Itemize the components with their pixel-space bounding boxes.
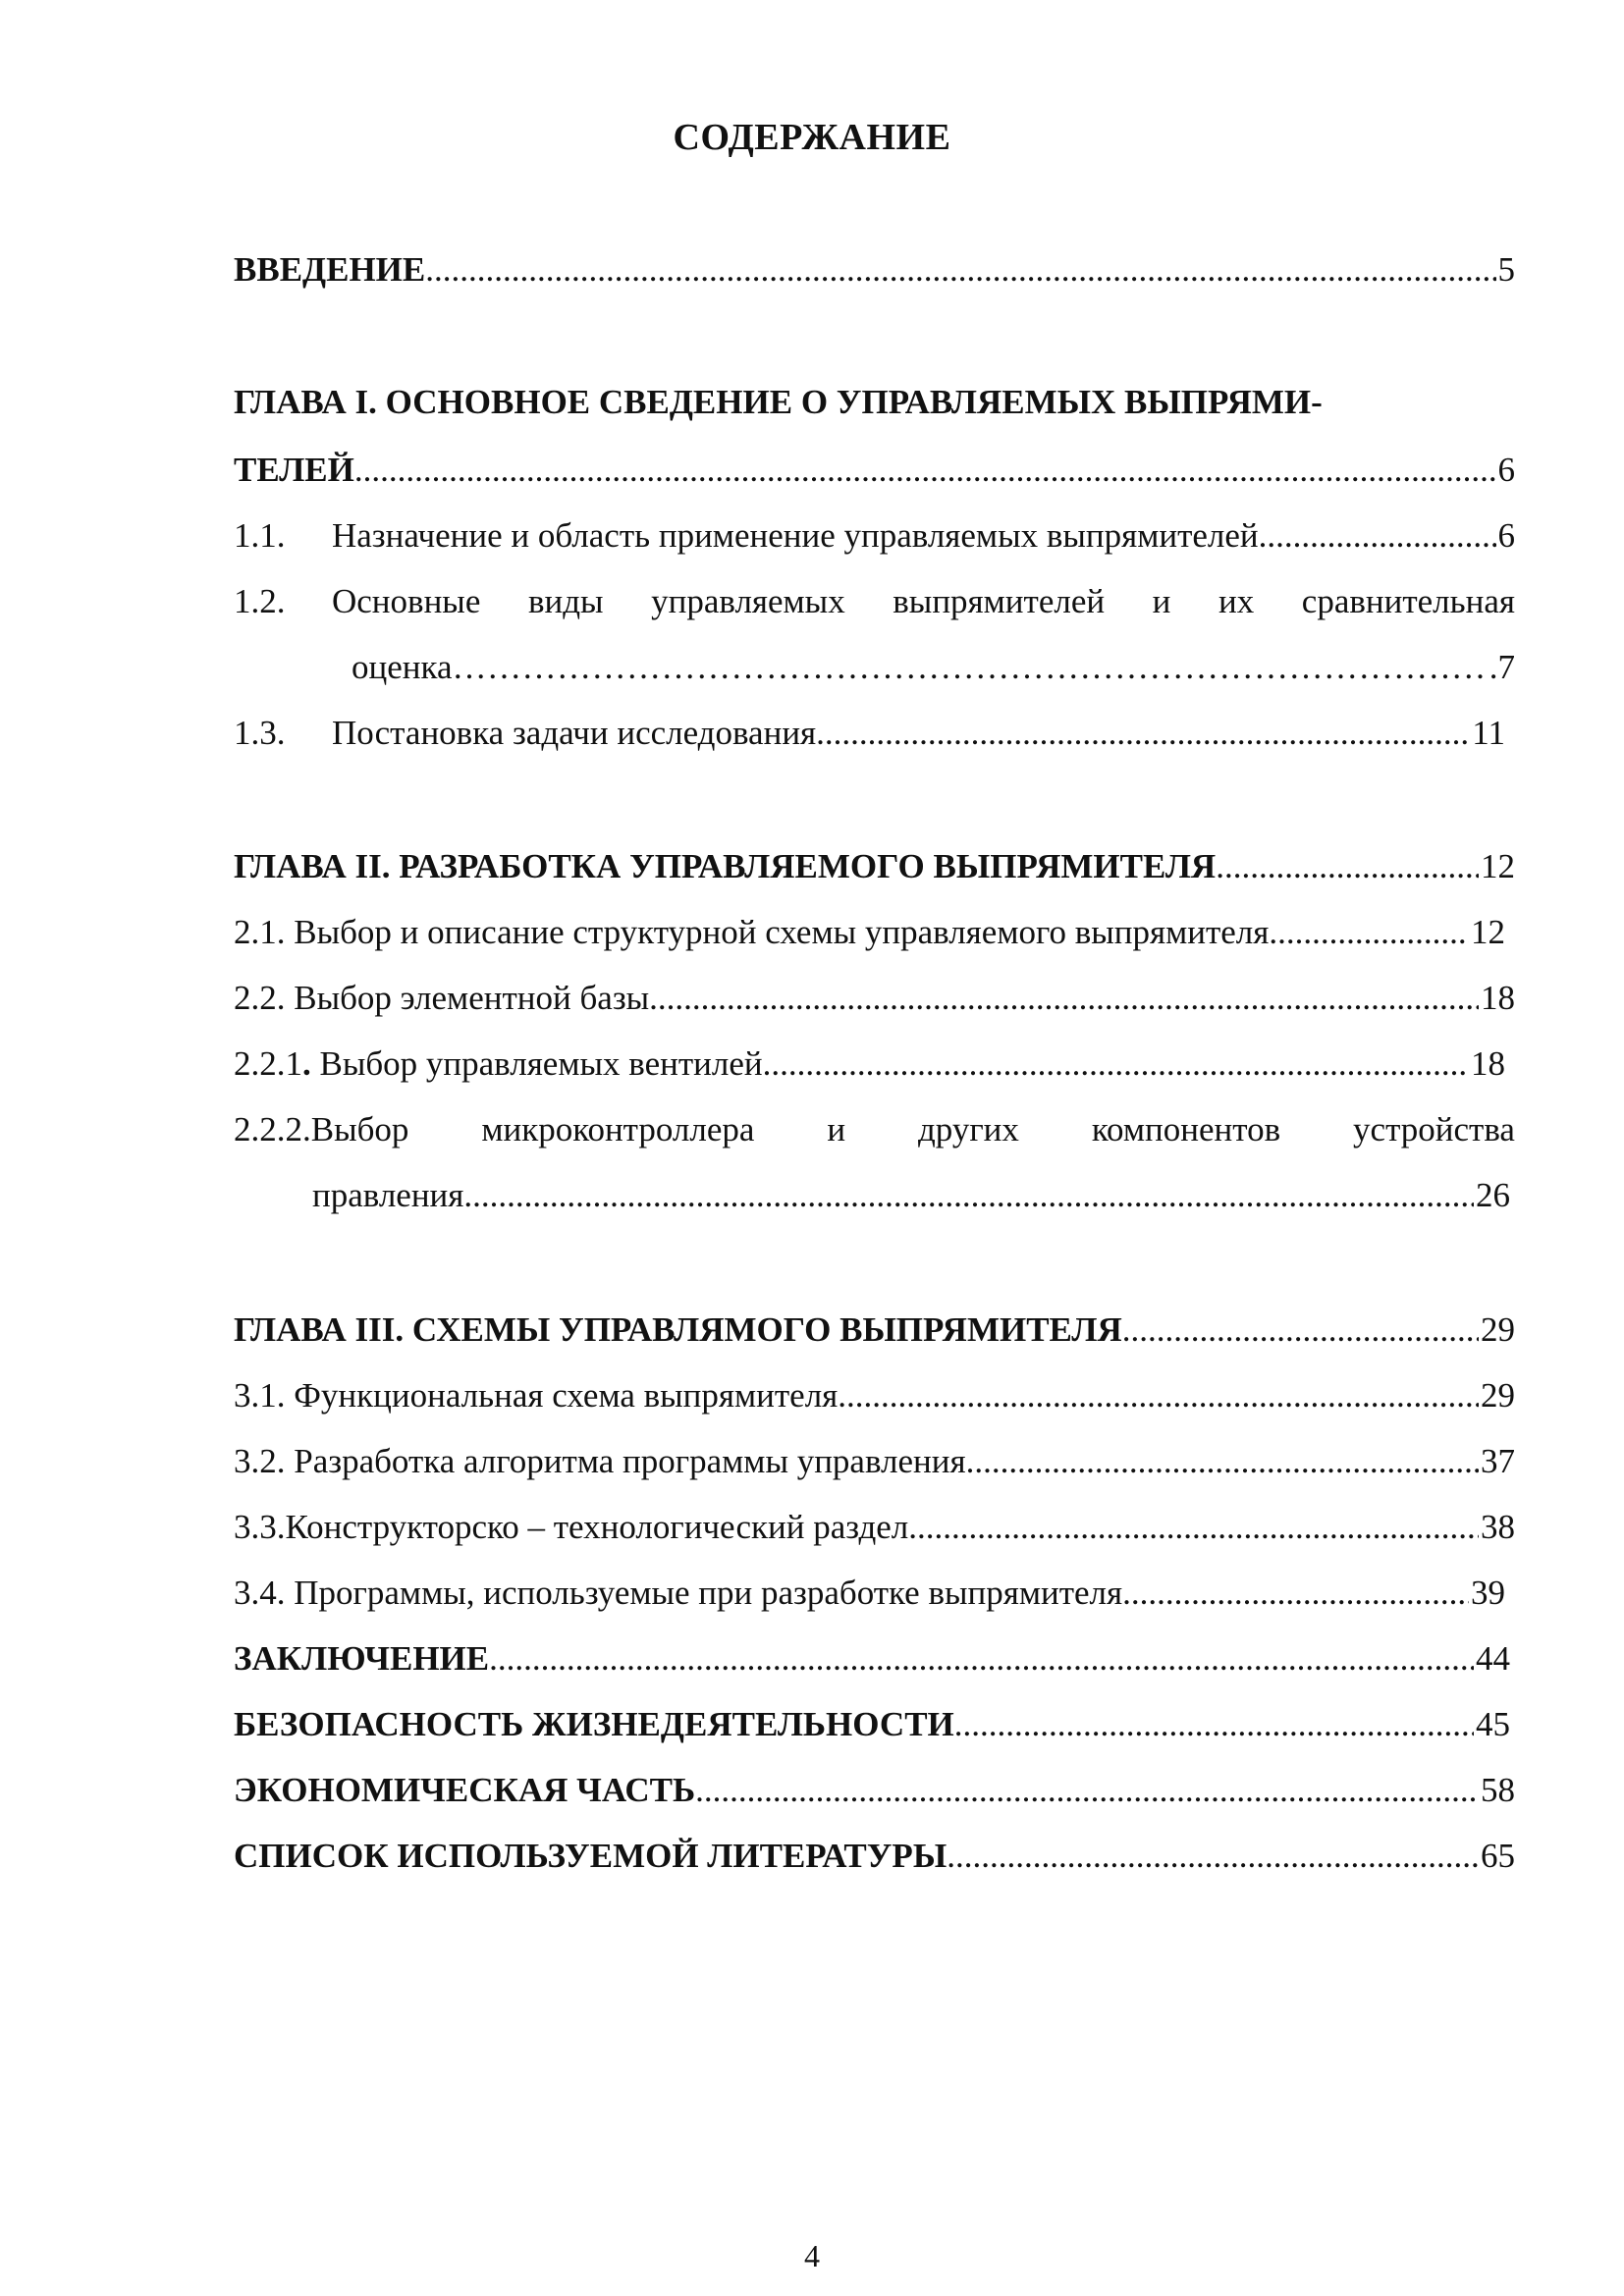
toc-leader bbox=[954, 1703, 1474, 1746]
toc-entry-conclusion[interactable] bbox=[234, 1637, 1510, 1681]
toc-label: 2.2. Выбор элементной базы bbox=[234, 979, 650, 1017]
word: управляемых bbox=[651, 582, 845, 620]
page-title: СОДЕРЖАНИЕ bbox=[673, 117, 951, 158]
toc-leader bbox=[1122, 1308, 1479, 1352]
toc-label: 3.3.Конструкторско – технологический раздел bbox=[234, 1508, 909, 1546]
toc-entry-economics[interactable] bbox=[234, 1769, 1515, 1812]
toc-page-number: 44 bbox=[1476, 1639, 1510, 1678]
toc-label: правления bbox=[312, 1176, 464, 1214]
toc-section-number: 1.2. bbox=[234, 582, 286, 620]
toc-entry-3-1[interactable] bbox=[234, 1374, 1515, 1417]
toc-entry-3-2[interactable] bbox=[234, 1440, 1515, 1483]
toc-page-number: 38 bbox=[1481, 1508, 1515, 1546]
toc-leader bbox=[1269, 911, 1469, 954]
word: 2.2.2.Выбор bbox=[234, 1110, 409, 1148]
toc-leader bbox=[908, 1506, 1479, 1549]
toc-page-number: 37 bbox=[1481, 1442, 1515, 1480]
toc-label: ЭКОНОМИЧЕСКАЯ ЧАСТЬ bbox=[234, 1771, 696, 1809]
toc-leader bbox=[966, 1440, 1479, 1483]
toc-label: 2.1. Выбор и описание структурной схемы управляемого выпрямителя bbox=[234, 913, 1270, 951]
word: и bbox=[827, 1110, 846, 1148]
toc-page-number: 45 bbox=[1476, 1705, 1510, 1743]
toc-entry-chapter1-line1[interactable]: ГЛАВА I. ОСНОВНОЕ СВЕДЕНИЕ О УПРАВЛЯЕМЫХ ВЫПРЯМИ- bbox=[234, 383, 1323, 421]
toc-leader bbox=[354, 449, 1496, 492]
toc-entry-chapter1-line2[interactable] bbox=[234, 449, 1515, 492]
toc-section-dot: . bbox=[302, 1044, 311, 1083]
toc-leader bbox=[463, 1174, 1474, 1217]
word: их bbox=[1218, 582, 1255, 620]
toc-leader bbox=[1259, 514, 1496, 558]
toc-label: ТЕЛЕЙ bbox=[234, 451, 354, 489]
toc-entry-references[interactable] bbox=[234, 1835, 1515, 1878]
toc-page-number: 39 bbox=[1471, 1574, 1505, 1612]
toc-leader bbox=[649, 977, 1479, 1020]
toc-page-number: 29 bbox=[1481, 1310, 1515, 1349]
toc-section-title: Назначение и область применение управляемых выпрямителей bbox=[332, 516, 1259, 555]
toc-leader bbox=[695, 1769, 1479, 1812]
toc-page-number: 11 bbox=[1472, 714, 1505, 752]
toc-entry-2-2[interactable] bbox=[234, 977, 1515, 1020]
toc-label bbox=[234, 514, 1259, 558]
word: сравнительная bbox=[1301, 582, 1515, 620]
toc-label: ГЛАВА II. РАЗРАБОТКА УПРАВЛЯЕМОГО ВЫПРЯМИТЕЛЯ bbox=[234, 847, 1217, 885]
toc-entry-2-2-1[interactable] bbox=[234, 1042, 1505, 1086]
toc-page-number: 29 bbox=[1481, 1376, 1515, 1415]
word: выпрямителей bbox=[893, 582, 1106, 620]
toc-page-number: 26 bbox=[1476, 1176, 1510, 1214]
toc-section-title: Постановка задачи исследования bbox=[332, 714, 817, 752]
toc-page-number: .7 bbox=[1489, 648, 1515, 686]
word: микроконтроллера bbox=[481, 1110, 755, 1148]
toc-entry-1-2-line1[interactable] bbox=[234, 580, 1515, 623]
toc-page-number: 18 bbox=[1471, 1044, 1505, 1083]
toc-leader bbox=[763, 1042, 1469, 1086]
word: компонентов bbox=[1091, 1110, 1281, 1148]
word: Основные bbox=[332, 582, 481, 620]
toc-label bbox=[234, 1042, 763, 1086]
toc-label bbox=[234, 712, 816, 755]
toc-entry-2-2-2-line1[interactable] bbox=[234, 1108, 1515, 1151]
toc-leader bbox=[838, 1374, 1479, 1417]
toc-page-number: 6 bbox=[1497, 516, 1515, 555]
toc-leader bbox=[489, 1637, 1474, 1681]
toc-entry-chapter3[interactable] bbox=[234, 1308, 1515, 1352]
toc-leader bbox=[1216, 845, 1479, 888]
toc-label: СПИСОК ИСПОЛЬЗУЕМОЙ ЛИТЕРАТУРЫ bbox=[234, 1837, 947, 1875]
toc-label: 3.1. Функциональная схема выпрямителя bbox=[234, 1376, 839, 1415]
toc-entry-2-1[interactable] bbox=[234, 911, 1505, 954]
toc-label: 3.2. Разработка алгоритма программы управления bbox=[234, 1442, 966, 1480]
toc-section-title: Выбор управляемых вентилей bbox=[310, 1044, 763, 1083]
toc-entry-intro[interactable] bbox=[234, 248, 1515, 292]
toc-entry-safety[interactable] bbox=[234, 1703, 1510, 1746]
toc-label: оценка bbox=[352, 648, 453, 686]
toc-page-number: 12 bbox=[1481, 847, 1515, 885]
toc-section-number: 1.3. bbox=[234, 714, 286, 752]
toc-section-number: 2.2.1 bbox=[234, 1044, 302, 1083]
toc-entry-1-2-line2[interactable] bbox=[352, 646, 1515, 689]
toc-entry-3-3[interactable] bbox=[234, 1506, 1515, 1549]
toc-entry-chapter2[interactable] bbox=[234, 845, 1515, 888]
toc-leader bbox=[947, 1835, 1479, 1878]
toc-label: ГЛАВА III. СХЕМЫ УПРАВЛЯМОГО ВЫПРЯМИТЕЛЯ bbox=[234, 1310, 1122, 1349]
toc-page-number: 6 bbox=[1497, 451, 1515, 489]
toc-label: ВВЕДЕНИЕ bbox=[234, 250, 426, 289]
toc-page-number: 12 bbox=[1471, 913, 1505, 951]
toc-section-title bbox=[332, 580, 1515, 623]
toc-leader bbox=[425, 248, 1495, 292]
toc-leader bbox=[1122, 1572, 1469, 1615]
word: других bbox=[917, 1110, 1019, 1148]
toc-entry-1-3[interactable] bbox=[234, 712, 1505, 755]
toc-leader bbox=[453, 646, 1488, 689]
toc-page-number: 5 bbox=[1497, 250, 1515, 289]
toc-entry-3-4[interactable] bbox=[234, 1572, 1505, 1615]
toc-label: 3.4. Программы, используемые при разработке выпрямителя bbox=[234, 1574, 1123, 1612]
word: виды bbox=[527, 582, 604, 620]
toc-entry-2-2-2-line2[interactable] bbox=[312, 1174, 1510, 1217]
word: устройства bbox=[1353, 1110, 1515, 1148]
toc-label: ЗАКЛЮЧЕНИЕ bbox=[234, 1639, 490, 1678]
toc-entry-1-1[interactable] bbox=[234, 514, 1515, 558]
toc-section-number: 1.1. bbox=[234, 516, 286, 555]
toc-leader bbox=[816, 712, 1470, 755]
toc-page-number: 65 bbox=[1481, 1837, 1515, 1875]
page-number: 4 bbox=[804, 2238, 820, 2273]
toc-label: БЕЗОПАСНОСТЬ ЖИЗНЕДЕЯТЕЛЬНОСТИ bbox=[234, 1705, 954, 1743]
toc-page-number: 58 bbox=[1481, 1771, 1515, 1809]
word: и bbox=[1152, 582, 1171, 620]
toc-page-number: 18 bbox=[1481, 979, 1515, 1017]
